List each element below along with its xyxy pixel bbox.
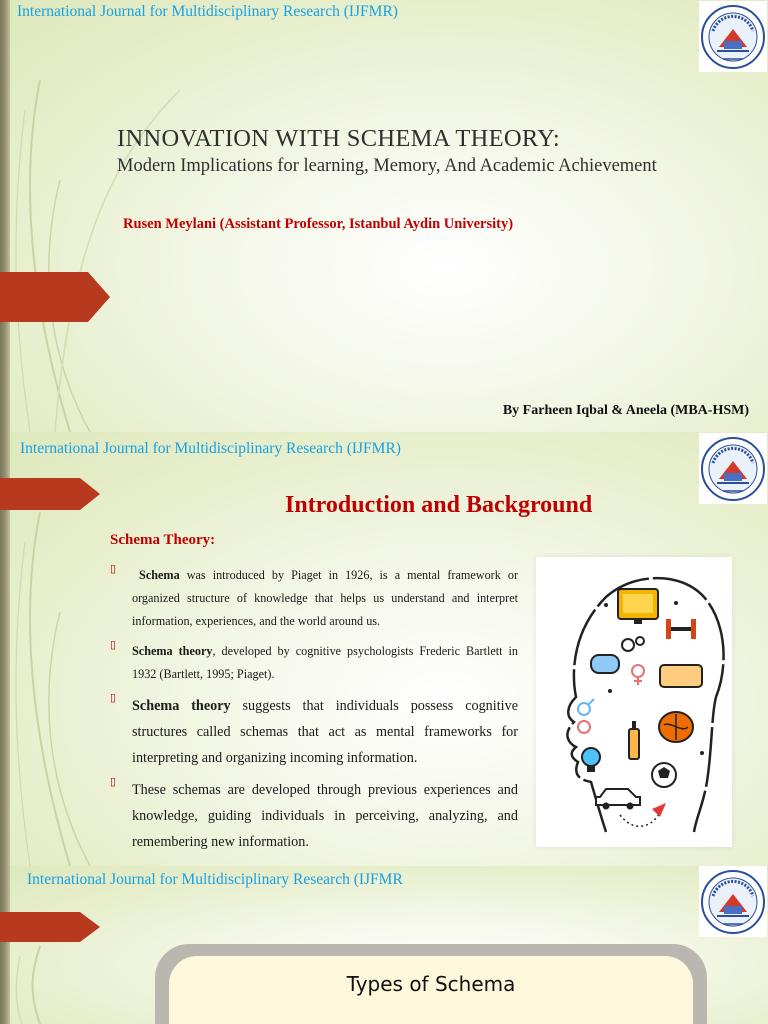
types-card-inner — [169, 956, 693, 1024]
university-seal-icon — [699, 1, 767, 72]
section-heading: Introduction and Background — [285, 492, 593, 518]
bullet-marker: ▯ — [110, 563, 117, 575]
bullet-item — [110, 777, 518, 855]
bullet-term: Schema theory — [132, 698, 231, 714]
university-logo — [699, 866, 767, 937]
section-subheading: Schema Theory: — [110, 532, 216, 548]
bullet-marker: ▯ — [110, 639, 117, 651]
red-arrow-shape — [0, 912, 100, 942]
slide-title — [0, 0, 768, 432]
bullet-marker: ▯ — [110, 692, 117, 704]
university-seal-icon — [699, 866, 767, 937]
bullet-marker: ▯ — [110, 776, 117, 788]
bullet-item — [110, 564, 518, 633]
journal-name: International Journal for Multidisciplinary Research (IJFMR) — [17, 3, 398, 20]
red-arrow-shape — [0, 272, 110, 322]
head-with-ideas-icon — [536, 557, 732, 847]
presentation-subtitle: Modern Implications for learning, Memory, And Academic Achievement — [117, 156, 657, 176]
illustration-card — [536, 557, 732, 847]
bullet-list — [110, 564, 518, 861]
bullet-term: Schema — [139, 568, 180, 582]
slide-introduction — [0, 432, 768, 866]
bullet-item — [110, 693, 518, 771]
university-seal-icon — [699, 433, 767, 504]
bullet-term: Schema theory — [132, 644, 213, 658]
red-arrow-shape — [0, 478, 100, 510]
university-logo — [699, 1, 767, 72]
types-card — [155, 944, 707, 1024]
bullet-text: These schemas are developed through previous experiences and knowledge, guiding individuals in perceiving, analyzing, and remembering new information. — [132, 782, 518, 850]
bullet-text: , developed by cognitive psychologists Frederic Bartlett in 1932 (Bartlett, 1995; Piaget). — [132, 644, 518, 681]
presenters-byline: By Farheen Iqbal & Aneela (MBA-HSM) — [502, 403, 749, 418]
university-logo — [699, 433, 767, 504]
journal-name: International Journal for Multidisciplinary Research (IJFMR — [27, 871, 403, 888]
source-author: Rusen Meylani (Assistant Professor, Istanbul Aydin University) — [123, 216, 514, 232]
presentation-title: INNOVATION WITH SCHEMA THEORY: — [117, 125, 561, 152]
bullet-text: was introduced by Piaget in 1926, is a mental framework or organized structure of knowledge that helps us understand and interpret information, experiences, and the world around us. — [132, 568, 519, 628]
bullet-text: suggests that individuals possess cognitive structures called schemas that act as mental frameworks for interpreting and organizing incoming information. — [132, 698, 518, 766]
card-title: Types of Schema — [346, 972, 516, 996]
slide-types-of-schema — [0, 866, 768, 1024]
bullet-item — [110, 640, 518, 686]
journal-name: International Journal for Multidisciplinary Research (IJFMR) — [20, 440, 401, 457]
